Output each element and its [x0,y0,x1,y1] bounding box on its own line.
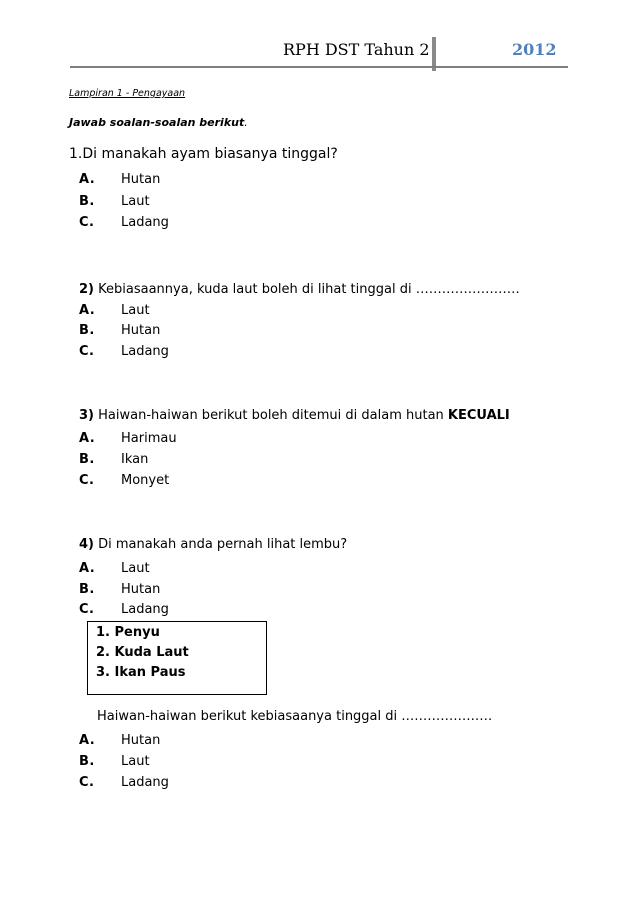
option-2b-letter: B. [79,323,95,338]
option-1c-letter: C. [79,215,95,230]
question-3-number: 3) [79,408,94,423]
animal-list-item: 2. Kuda Laut [96,645,189,660]
option-4a-letter: A. [79,561,96,576]
option-3a-letter: A. [79,431,96,446]
option-1a-text: Hutan [121,172,161,187]
option-4b-text: Hutan [121,582,161,597]
option-3c [79,473,379,491]
option-3b-letter: B. [79,452,95,467]
option-3b-text: Ikan [121,452,149,467]
option-2c-letter: C. [79,344,95,359]
instruction-suffix: . [244,116,248,129]
option-4b [79,582,379,600]
instruction-text: Jawab soalan-soalan berikut [69,116,245,129]
option-5a-text: Hutan [121,733,161,748]
animal-list-item: 3. Ikan Paus [96,665,186,680]
question-4-number: 4) [79,537,94,552]
question-4-text: Di manakah anda pernah lihat lembu? [98,537,348,552]
option-2b [79,323,379,341]
instruction [69,116,248,129]
question-3 [79,408,510,423]
question-2 [79,282,520,297]
option-5b [79,754,379,772]
option-1a-letter: A. [79,172,96,187]
question-2-number: 2) [79,282,94,297]
option-5a [79,733,379,751]
option-2a [79,303,379,321]
option-5a-letter: A. [79,733,96,748]
question-1 [69,146,338,162]
option-1b-letter: B. [79,194,95,209]
option-4b-letter: B. [79,582,95,597]
header-rule [70,66,568,68]
option-1b-text: Laut [121,194,150,209]
option-2c [79,344,379,362]
option-2a-text: Laut [121,303,150,318]
option-3a-text: Harimau [121,431,177,446]
option-3b [79,452,379,470]
option-4c-text: Ladang [121,602,169,617]
question-4 [79,537,347,552]
option-3a [79,431,379,449]
document-year: 2012 [512,40,557,59]
option-3c-letter: C. [79,473,95,488]
option-5c-text: Ladang [121,775,169,790]
option-1c-text: Ladang [121,215,169,230]
option-1a [79,172,379,190]
option-5b-letter: B. [79,754,95,769]
option-2b-text: Hutan [121,323,161,338]
option-1b [79,194,379,212]
option-5b-text: Laut [121,754,150,769]
question-1-text: Di manakah ayam biasanya tinggal? [82,146,338,162]
option-1c [79,215,379,233]
animal-list-item: 1. Penyu [96,625,160,640]
option-2a-letter: A. [79,303,96,318]
option-5c-letter: C. [79,775,95,790]
question-3-text: Haiwan-haiwan berikut boleh ditemui di dalam hutan [98,408,444,423]
question-1-number: 1. [69,146,83,162]
document-title: RPH DST Tahun 2 [283,40,430,59]
option-3c-text: Monyet [121,473,170,488]
option-4a-text: Laut [121,561,150,576]
question-2-text: Kebiasaannya, kuda laut boleh di lihat tinggal di …………………… [98,282,520,297]
option-4c [79,602,379,620]
option-5c [79,775,379,793]
option-4a [79,561,379,579]
question-5: Haiwan-haiwan berikut kebiasaanya tinggal di ………………… [97,709,493,724]
question-3-emphasis: KECUALI [447,408,510,423]
attachment-label: Lampiran 1 - Pengayaan [69,88,186,99]
option-2c-text: Ladang [121,344,169,359]
option-4c-letter: C. [79,602,95,617]
